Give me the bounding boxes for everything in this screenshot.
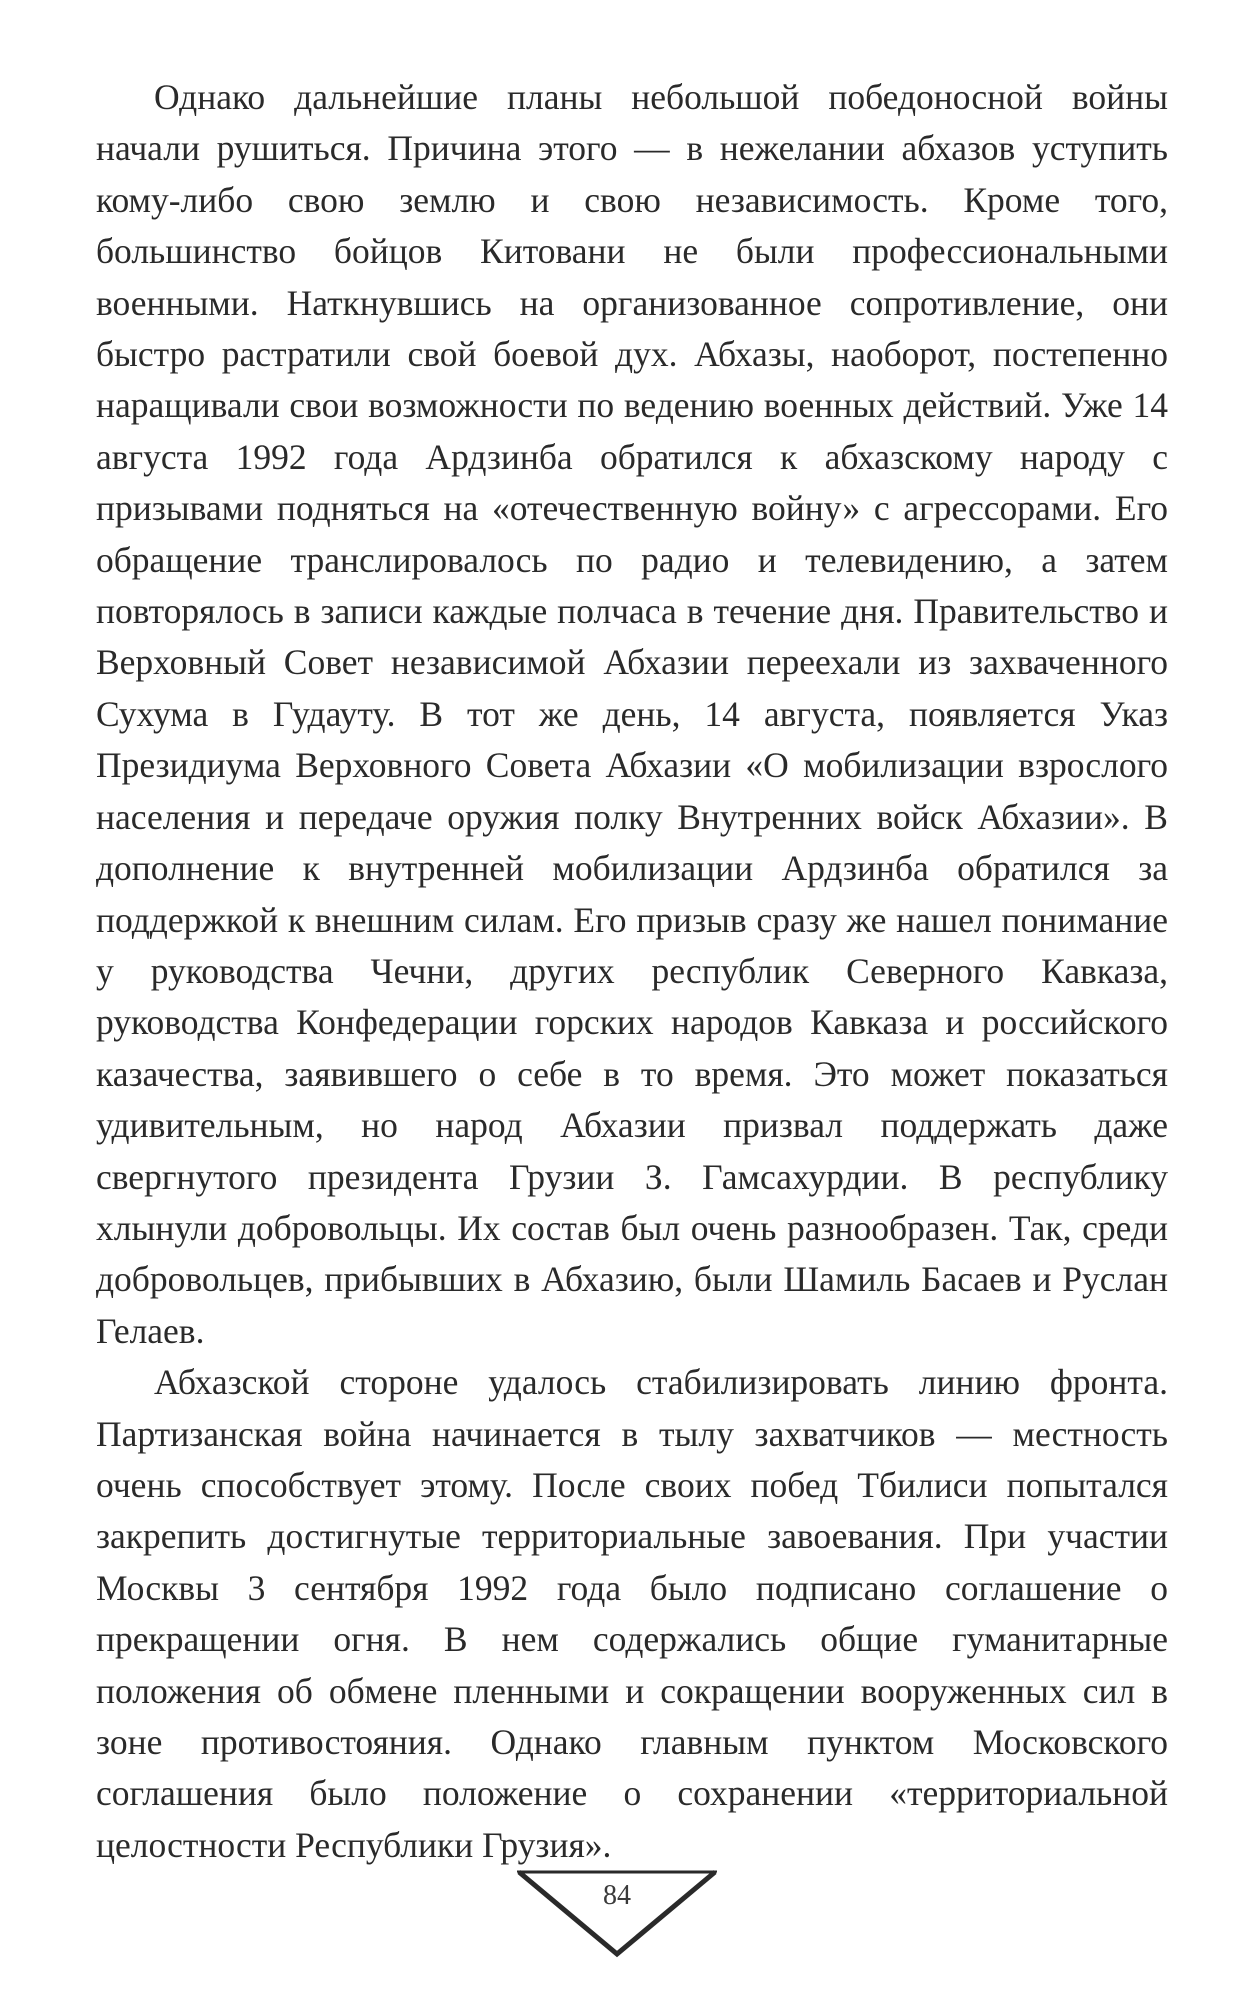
- page-number: 84: [603, 1880, 631, 1911]
- paragraph-1: Однако дальнейшие планы небольшой победоносной войны начали рушиться. Причина этого — в нежелании абхазов уступить кому-либо свою землю и свою независимость. Кроме того, большинство бойцов Китовани не были профессиональными военными. Наткнувшись на организованное сопротивление, они быстро растратили свой боевой дух. Абхазы, наоборот, постепенно наращивали свои возможности по ведению военных действий. Уже 14 августа 1992 года Ардзинба обратился к абхазскому народу с призывами подняться на «отечественную войну» с агрессорами. Его обращение транслировалось по радио и телевидению, а затем повторялось в записи каждые полчаса в течение дня. Правительство и Верховный Совет независимой Абхазии переехали из захваченного Сухума в Гудауту. В тот же день, 14 августа, появляется Указ Президиума Верховного Совета Абхазии «О мобилизации взрослого населения и передаче оружия полку Внутренних войск Абхазии». В дополнение к внутренней мобилизации Ардзинба обратился за поддержкой к внешним силам. Его призыв сразу же нашел понимание у руководства Чечни, других республик Северного Кавказа, руководства Конфедерации горских народов Кавказа и российского казачества, заявившего о себе в то время. Это может показаться удивительным, но народ Абхазии призвал поддержать даже свергнутого президента Грузии З. Гамсахурдии. В республику хлынули добровольцы. Их состав был очень разнообразен. Так, среди добровольцев, прибывших в Абхазию, были Шамиль Басаев и Руслан Гелаев.: [96, 77, 1168, 1351]
- page-body: [96, 72, 1168, 1871]
- page-footer: [0, 1868, 1234, 1968]
- paragraph-2: Абхазской стороне удалось стабилизировать линию фронта. Партизанская война начинается в тылу захватчиков — местность очень способствует этому. После своих побед Тбилиси попытался закрепить достигнутые территориальные завоевания. При участии Москвы 3 сентября 1992 года было подписано соглашение о прекращении огня. В нем содержались общие гуманитарные положения об обмене пленными и сокращении вооруженных сил в зоне противостояния. Однако главным пунктом Московского соглашения было положение о сохранении «территориальной целостности Республики Грузия».: [96, 1362, 1168, 1865]
